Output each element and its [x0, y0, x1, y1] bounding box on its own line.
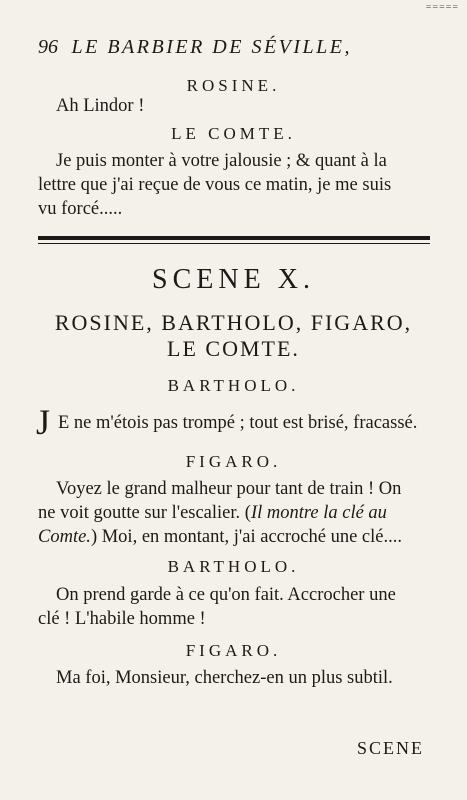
- dialogue-line: Ah Lindor !: [56, 96, 145, 116]
- scene-title: SCENE X.: [152, 264, 315, 295]
- page-number: 96: [38, 36, 58, 58]
- speaker-bartholo: BARTHOLO.: [167, 376, 300, 395]
- dialogue-line: Je puis monter à votre jalousie ; & quant à la: [56, 151, 387, 171]
- stage-direction: Il montre la clé au: [250, 503, 387, 523]
- drop-cap: J: [36, 402, 51, 442]
- cast-list-line: ROSINE, BARTHOLO, FIGARO,: [54, 310, 413, 335]
- speaker-rosine: ROSINE.: [186, 76, 281, 95]
- dialogue-line: [38, 503, 387, 524]
- dialogue-line: On prend garde à ce qu'on fait. Accrocher une: [56, 585, 396, 605]
- stage-direction: Comte.: [38, 527, 91, 547]
- dialogue-text: ) Moi, en montant, j'ai accroché une clé....: [90, 527, 402, 547]
- speaker-figaro: FIGARO.: [185, 641, 282, 660]
- section-rule-thick: [38, 236, 430, 240]
- dialogue-line: E ne m'étois pas trompé ; tout est brisé, fracassé.: [58, 413, 418, 433]
- speaker-figaro: FIGARO.: [185, 452, 282, 471]
- running-head: [38, 36, 438, 59]
- dialogue-line: lettre que j'ai reçue de vous ce matin, je me suis: [38, 175, 392, 195]
- speaker-bartholo: BARTHOLO.: [167, 557, 300, 576]
- dialogue-line: Ma foi, Monsieur, cherchez-en un plus subtil.: [56, 668, 393, 688]
- dialogue-text: ne voit goutte sur l'escalier. (: [38, 503, 251, 523]
- speaker-le-comte: LE COMTE.: [171, 124, 296, 143]
- dialogue-line: [38, 527, 402, 548]
- running-title: LE BARBIER DE SÉVILLE,: [71, 36, 353, 58]
- corner-mark: =====: [425, 2, 459, 13]
- section-rule-thin: [38, 243, 430, 244]
- dialogue-line: Voyez le grand malheur pour tant de train ! On: [56, 479, 402, 499]
- dialogue-line: clé ! L'habile homme !: [38, 609, 206, 629]
- dialogue-line: vu forcé.....: [38, 199, 123, 219]
- catchword: SCENE: [357, 738, 425, 758]
- cast-list-line: LE COMTE.: [167, 336, 300, 361]
